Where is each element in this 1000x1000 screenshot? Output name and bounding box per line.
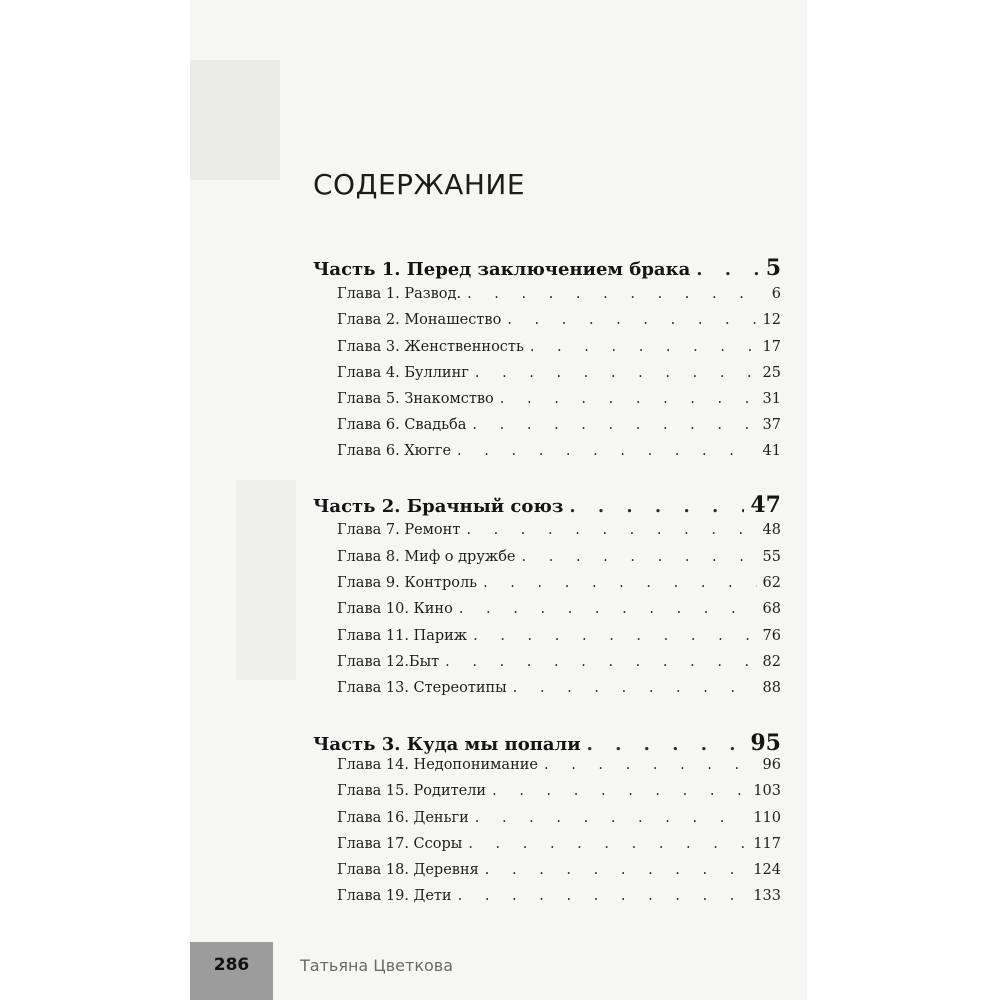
dot-leader <box>522 549 757 565</box>
bleed-through-shade <box>236 480 296 680</box>
chapter-title: Глава 6. Хюгге <box>337 443 452 459</box>
dot-leader <box>475 365 757 381</box>
toc-chapter <box>337 601 781 617</box>
toc-chapter <box>337 575 781 591</box>
part-title: Часть 1. Перед заключением брака <box>313 259 691 280</box>
part-page-number: 5 <box>765 255 781 281</box>
toc-chapter <box>337 680 781 696</box>
dot-leader <box>483 575 756 591</box>
bleed-through-shade <box>190 60 280 180</box>
running-footer-author: Татьяна Цветкова <box>300 956 454 975</box>
dot-leader <box>500 391 757 407</box>
toc-chapter <box>337 836 781 852</box>
chapter-title: Глава 17. Ссоры <box>337 836 463 852</box>
chapter-page-number: 133 <box>753 888 781 904</box>
dot-leader <box>466 522 756 538</box>
toc-chapter <box>337 783 781 799</box>
dot-leader <box>472 417 756 433</box>
dot-leader <box>473 628 756 644</box>
chapter-title: Глава 4. Буллинг <box>337 365 469 381</box>
chapter-page-number: 55 <box>762 549 781 565</box>
dot-leader <box>513 680 757 696</box>
dot-leader <box>457 443 757 459</box>
chapter-title: Глава 7. Ремонт <box>337 522 461 538</box>
toc-chapter <box>337 417 781 433</box>
toc-chapter <box>337 888 781 904</box>
dot-leader <box>458 888 748 904</box>
chapter-title: Глава 16. Деньги <box>337 810 469 826</box>
part-page-number: 47 <box>750 492 781 518</box>
toc-chapter <box>337 312 781 328</box>
chapter-page-number: 62 <box>762 575 781 591</box>
chapter-page-number: 103 <box>753 783 781 799</box>
dot-leader <box>467 286 766 302</box>
toc-part <box>313 255 781 281</box>
chapter-page-number: 41 <box>762 443 781 459</box>
chapter-title: Глава 11. Париж <box>337 628 468 644</box>
dot-leader <box>696 259 759 280</box>
dot-leader <box>485 862 748 878</box>
chapter-title: Глава 6. Свадьба <box>337 417 467 433</box>
chapter-page-number: 17 <box>762 339 781 355</box>
toc-part <box>313 492 781 518</box>
dot-leader <box>468 836 747 852</box>
chapter-title: Глава 18. Деревня <box>337 862 479 878</box>
chapter-title: Глава 3. Женственность <box>337 339 524 355</box>
toc-chapter <box>337 339 781 355</box>
toc-chapter <box>337 757 781 773</box>
chapter-page-number: 117 <box>753 836 781 852</box>
dot-leader <box>492 783 747 799</box>
chapter-page-number: 124 <box>753 862 781 878</box>
chapter-page-number: 37 <box>762 417 781 433</box>
chapter-page-number: 110 <box>753 810 781 826</box>
chapter-title: Глава 13. Стереотипы <box>337 680 507 696</box>
chapter-title: Глава 1. Развод. <box>337 286 462 302</box>
toc-chapter <box>337 862 781 878</box>
chapter-page-number: 88 <box>762 680 781 696</box>
toc-chapter <box>337 654 781 670</box>
chapter-title: Глава 9. Контроль <box>337 575 478 591</box>
chapter-title: Глава 8. Миф о дружбе <box>337 549 516 565</box>
toc-chapter <box>337 286 781 302</box>
toc-chapter <box>337 810 781 826</box>
chapter-page-number: 25 <box>762 365 781 381</box>
part-title: Часть 2. Брачный союз <box>313 496 564 517</box>
chapter-title: Глава 19. Дети <box>337 888 452 904</box>
chapter-page-number: 12 <box>762 312 781 328</box>
dot-leader <box>587 734 745 755</box>
part-page-number: 95 <box>750 730 781 756</box>
chapter-title: Глава 12.Быт <box>337 654 440 670</box>
dot-leader <box>544 757 757 773</box>
chapter-page-number: 68 <box>762 601 781 617</box>
toc-chapter <box>337 443 781 459</box>
dot-leader <box>459 601 757 617</box>
chapter-page-number: 48 <box>762 522 781 538</box>
part-title: Часть 3. Куда мы попали <box>313 734 581 755</box>
dot-leader <box>475 810 748 826</box>
dot-leader <box>507 312 756 328</box>
toc-chapter <box>337 522 781 538</box>
chapter-page-number: 6 <box>771 286 781 302</box>
chapter-page-number: 31 <box>762 391 781 407</box>
toc-part <box>313 730 781 756</box>
chapter-page-number: 82 <box>762 654 781 670</box>
toc-chapter <box>337 391 781 407</box>
chapter-title: Глава 10. Кино <box>337 601 453 617</box>
page-number: 286 <box>213 955 250 975</box>
chapter-title: Глава 15. Родители <box>337 783 487 799</box>
dot-leader <box>445 654 756 670</box>
dot-leader <box>569 496 744 517</box>
toc-chapter <box>337 365 781 381</box>
page-title: СОДЕРЖАНИЕ <box>313 168 526 201</box>
dot-leader <box>530 339 757 355</box>
chapter-title: Глава 5. Знакомство <box>337 391 494 407</box>
chapter-title: Глава 14. Недопонимание <box>337 757 538 773</box>
chapter-title: Глава 2. Монашество <box>337 312 502 328</box>
chapter-page-number: 76 <box>762 628 781 644</box>
toc-chapter <box>337 549 781 565</box>
chapter-page-number: 96 <box>762 757 781 773</box>
toc-chapter <box>337 628 781 644</box>
